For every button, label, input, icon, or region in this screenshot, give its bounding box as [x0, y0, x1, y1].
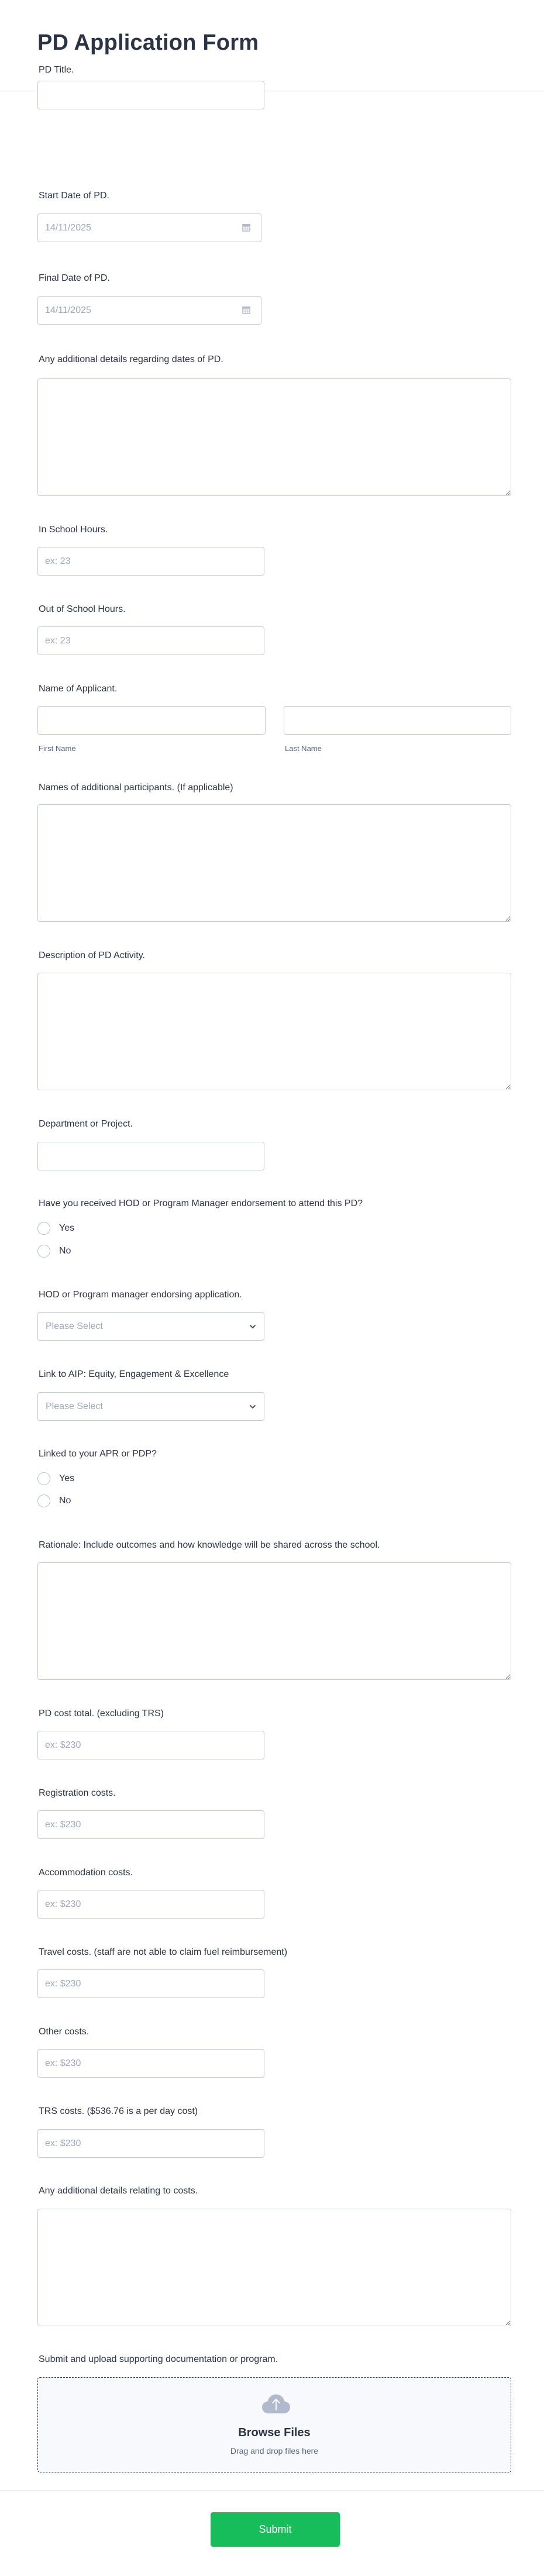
aip-link-label: Link to AIP: Equity, Engagement & Excellence: [39, 1369, 229, 1379]
submit-button[interactable]: Submit: [211, 2512, 340, 2547]
upload-label: Submit and upload supporting documentation or program.: [39, 2354, 278, 2364]
out-school-hours-input[interactable]: [37, 626, 264, 655]
endorsement-option-no[interactable]: [37, 1244, 71, 1258]
aip-link-select[interactable]: [37, 1392, 264, 1421]
first-name-sublabel: First Name: [39, 744, 76, 753]
radio-button[interactable]: [37, 1472, 50, 1485]
radio-button[interactable]: [37, 1222, 50, 1235]
pd-cost-total-label: PD cost total. (excluding TRS): [39, 1709, 164, 1719]
description-label: Description of PD Activity.: [39, 950, 145, 960]
accommodation-costs-input[interactable]: [37, 1890, 264, 1919]
out-school-hours-label: Out of School Hours.: [39, 604, 126, 614]
other-costs-input[interactable]: [37, 2049, 264, 2078]
department-label: Department or Project.: [39, 1119, 133, 1129]
radio-button[interactable]: [37, 1245, 50, 1258]
start-date-label: Start Date of PD.: [39, 191, 109, 201]
cost-details-textarea[interactable]: [37, 2209, 511, 2326]
last-name-sublabel: Last Name: [285, 744, 322, 753]
pd-title-label: PD Title.: [39, 65, 74, 75]
final-date-label: Final Date of PD.: [39, 273, 110, 283]
apr-pdp-option-yes[interactable]: [37, 1472, 74, 1486]
registration-costs-label: Registration costs.: [39, 1788, 116, 1798]
radio-button[interactable]: [37, 1494, 50, 1507]
in-school-hours-label: In School Hours.: [39, 525, 108, 535]
endorser-select[interactable]: [37, 1312, 264, 1341]
endorsement-label: Have you received HOD or Program Manager endorsement to attend this PD?: [39, 1199, 363, 1208]
date-details-textarea[interactable]: [37, 378, 511, 496]
radio-label: Yes: [59, 1473, 75, 1483]
calendar-icon[interactable]: [242, 223, 251, 232]
pd-cost-total-input[interactable]: [37, 1731, 264, 1759]
apr-pdp-label: Linked to your APR or PDP?: [39, 1449, 157, 1459]
file-upload-dropzone[interactable]: [37, 2377, 511, 2472]
travel-costs-label: Travel costs. (staff are not able to claim fuel reimbursement): [39, 1947, 288, 1957]
registration-costs-input[interactable]: [37, 1810, 264, 1839]
endorser-label: HOD or Program manager endorsing application.: [39, 1290, 242, 1300]
first-name-input[interactable]: [37, 706, 266, 735]
pd-title-input[interactable]: [37, 81, 264, 109]
radio-label: Yes: [59, 1223, 75, 1233]
radio-label: No: [59, 1246, 71, 1256]
applicant-name-label: Name of Applicant.: [39, 684, 118, 694]
apr-pdp-option-no[interactable]: [37, 1494, 71, 1508]
chevron-down-icon: [249, 1404, 256, 1409]
rationale-textarea[interactable]: [37, 1562, 511, 1680]
in-school-hours-input[interactable]: [37, 547, 264, 576]
trs-costs-input[interactable]: [37, 2129, 264, 2158]
last-name-input[interactable]: [284, 706, 511, 735]
description-textarea[interactable]: [37, 973, 511, 1090]
endorsement-option-yes[interactable]: [37, 1221, 74, 1235]
rationale-label: Rationale: Include outcomes and how knowledge will be shared across the school.: [39, 1540, 380, 1550]
cost-details-label: Any additional details relating to costs.: [39, 2186, 198, 2196]
drag-drop-hint: Drag and drop files here: [230, 2446, 319, 2456]
select-value: Please Select: [46, 1321, 103, 1331]
trs-costs-label: TRS costs. ($536.76 is a per day cost): [39, 2106, 198, 2116]
date-details-label: Any additional details regarding dates of PD.: [39, 354, 223, 364]
select-value: Please Select: [46, 1401, 103, 1411]
chevron-down-icon: [249, 1324, 256, 1329]
additional-participants-label: Names of additional participants. (If applicable): [39, 783, 233, 793]
footer-divider: [0, 2490, 544, 2491]
final-date-input[interactable]: [37, 296, 261, 325]
form-header: [0, 0, 544, 91]
calendar-icon[interactable]: [242, 305, 251, 315]
radio-label: No: [59, 1496, 71, 1506]
accommodation-costs-label: Accommodation costs.: [39, 1868, 133, 1878]
department-input[interactable]: [37, 1142, 264, 1170]
browse-files-button[interactable]: Browse Files: [238, 2426, 311, 2439]
start-date-input[interactable]: [37, 213, 261, 242]
cloud-upload-icon: [261, 2394, 291, 2415]
additional-participants-textarea[interactable]: [37, 804, 511, 922]
travel-costs-input[interactable]: [37, 1969, 264, 1998]
other-costs-label: Other costs.: [39, 2027, 89, 2037]
page-title: PD Application Form: [37, 30, 259, 55]
